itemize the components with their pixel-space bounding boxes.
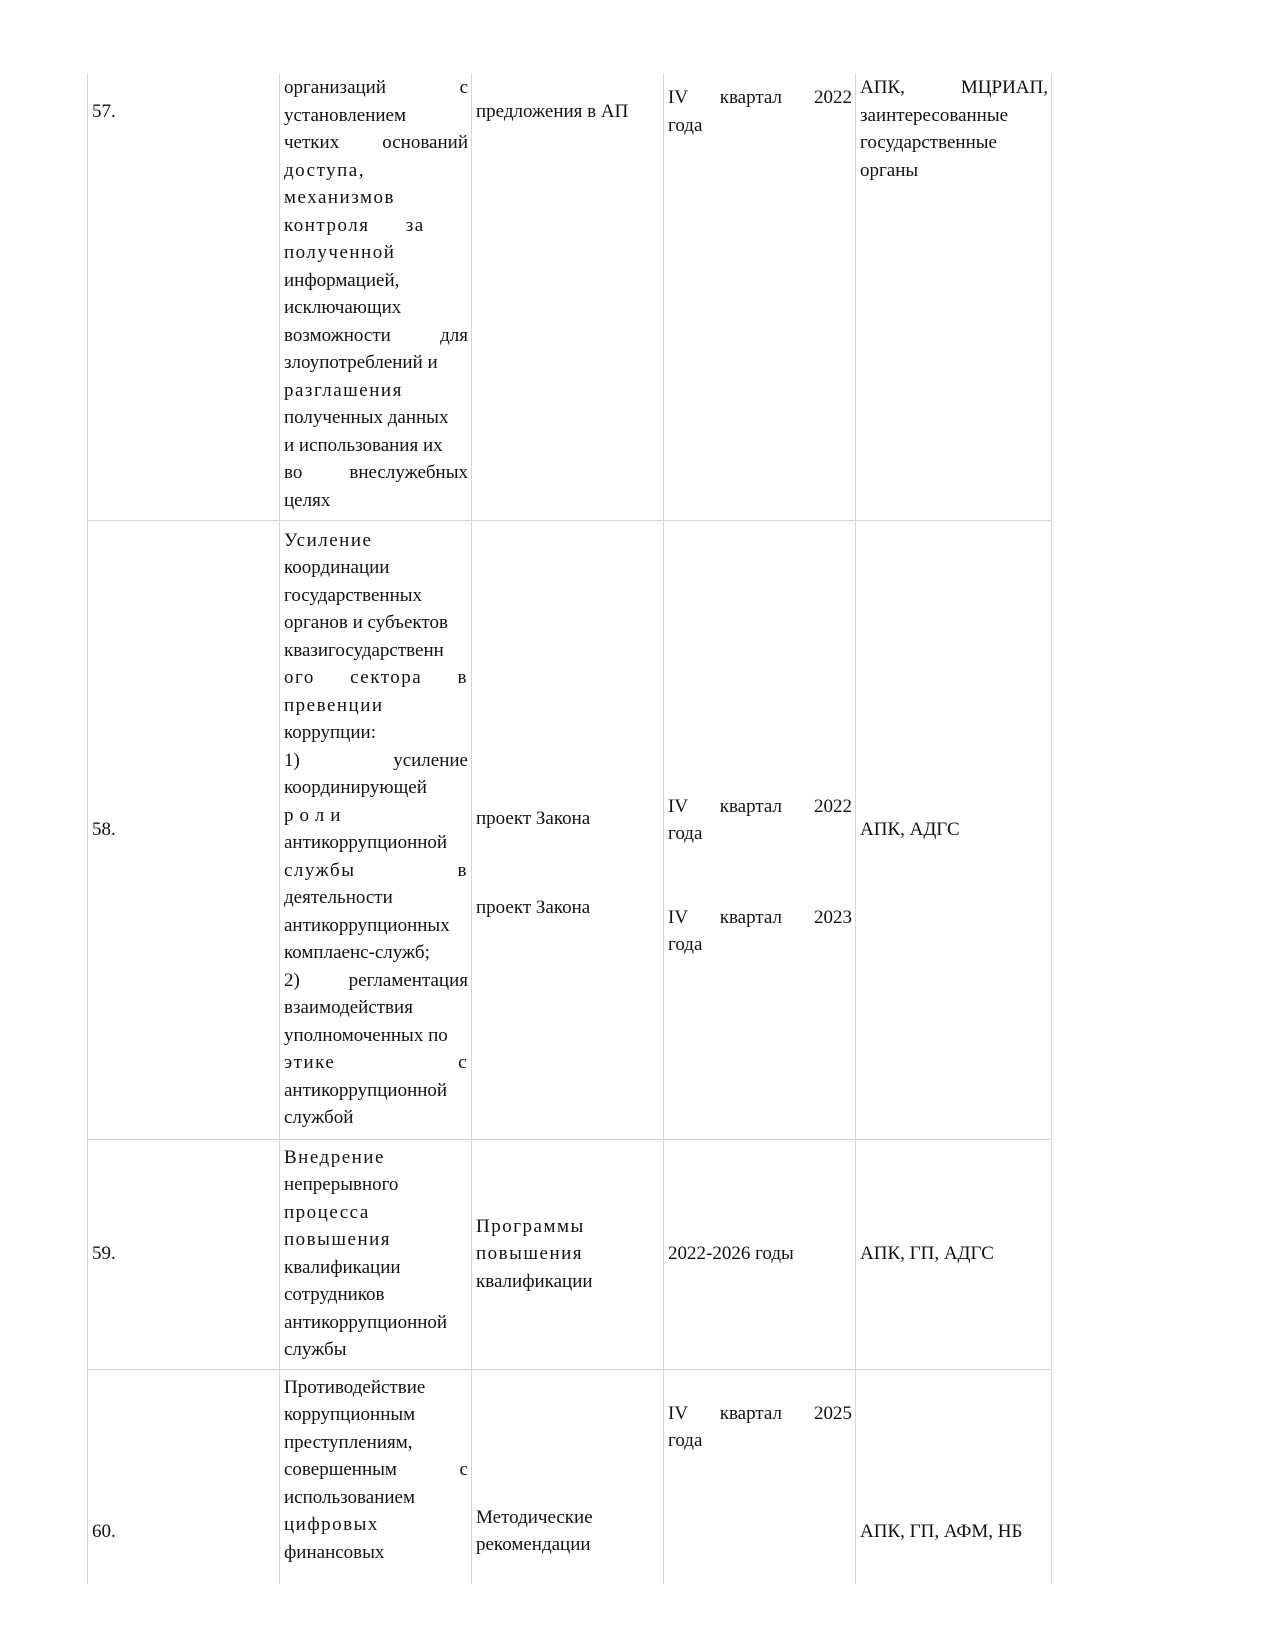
- measure-line: организаций с: [284, 77, 468, 98]
- deadline-line: IV квартал 2023: [668, 906, 852, 928]
- deadline-cell: [664, 1369, 856, 1584]
- measure-cell: [280, 74, 472, 520]
- row-number: 58.: [92, 818, 116, 840]
- measure-line: службой: [284, 1107, 354, 1128]
- measure-line: государственных: [284, 584, 423, 606]
- deadline-line: года: [668, 934, 703, 955]
- measure-line: доступа,: [284, 159, 365, 181]
- form-cell: [472, 1139, 664, 1369]
- executors-line: АПК, МЦРИАП,: [860, 77, 1048, 98]
- measure-line: антикоррупционных: [284, 914, 450, 936]
- action-plan-table: [87, 74, 1052, 1584]
- measure-line: Усиление: [284, 529, 373, 551]
- measure-line: превенции: [284, 694, 384, 716]
- spacer: [476, 832, 660, 894]
- measure-line: цифровых: [284, 1514, 379, 1535]
- completion-form-line: квалификации: [476, 1270, 593, 1292]
- spacer: [668, 848, 852, 904]
- measure-line: Противодействие: [284, 1376, 426, 1398]
- executors-cell: [856, 1369, 1052, 1584]
- completion-form: проект Закона: [476, 807, 591, 829]
- deadline-cell: [664, 1139, 856, 1369]
- measure-line: использованием: [284, 1486, 416, 1508]
- completion-form-line: Программы: [476, 1215, 585, 1237]
- measure-line: антикоррупционной: [284, 832, 448, 853]
- deadline-line: IV квартал 2022: [668, 87, 852, 108]
- deadline-line: IV квартал 2025: [668, 1402, 852, 1424]
- table-row: [88, 74, 1052, 520]
- measure-line: коррупционным: [284, 1404, 416, 1425]
- measure-line: целях: [284, 489, 331, 511]
- measure-line: взаимодействия: [284, 997, 413, 1018]
- executors: АПК, ГП, АФМ, НБ: [860, 1520, 1023, 1542]
- executors-line: государственные: [860, 132, 997, 153]
- deadline-line: года: [668, 823, 703, 844]
- deadline-line: года: [668, 1430, 703, 1451]
- completion-form-line: повышения: [476, 1243, 584, 1265]
- executors-line: органы: [860, 159, 919, 181]
- deadline-line: года: [668, 114, 703, 136]
- measure-line: деятельности: [284, 887, 393, 908]
- measure-line: механизмов: [284, 187, 395, 208]
- completion-form-line: рекомендации: [476, 1534, 591, 1555]
- measure-line: во внеслужебных: [284, 462, 468, 483]
- row-number: 57.: [92, 101, 116, 122]
- executors: АПК, АДГС: [860, 818, 960, 840]
- table-row: [88, 1369, 1052, 1584]
- table-row: [88, 1139, 1052, 1369]
- measure-line: антикоррупционной: [284, 1079, 448, 1101]
- measure-line: комплаенс-служб;: [284, 942, 430, 963]
- measure-cell: [280, 520, 472, 1139]
- row-number-cell: [88, 1369, 280, 1584]
- row-number: 60.: [92, 1520, 116, 1542]
- deadline-line: IV квартал 2022: [668, 795, 852, 817]
- executors-cell: [856, 520, 1052, 1139]
- completion-form: предложения в АП: [476, 101, 629, 122]
- measure-line: ого сектора в: [284, 667, 468, 688]
- measure-line: службы в: [284, 859, 468, 881]
- measure-line: полученных данных: [284, 407, 449, 428]
- deadline-cell: [664, 520, 856, 1139]
- measure-line: службы: [284, 1339, 347, 1360]
- measure-line: полученной: [284, 242, 396, 263]
- measure-line: роли: [284, 804, 347, 826]
- measure-line: процесса: [284, 1201, 370, 1223]
- measure-line: разглашения: [284, 379, 403, 401]
- measure-line: сотрудников: [284, 1284, 385, 1305]
- form-cell: [472, 74, 664, 520]
- measure-line: четких оснований: [284, 132, 468, 153]
- row-number: 59.: [92, 1243, 116, 1265]
- executors-cell: [856, 1139, 1052, 1369]
- measure-cell: [280, 1139, 472, 1369]
- deadline-cell: [664, 74, 856, 520]
- measure-line: злоупотреблений и: [284, 352, 438, 373]
- measure-line: и использования их: [284, 434, 443, 456]
- row-number-cell: [88, 74, 280, 520]
- form-cell: [472, 1369, 664, 1584]
- measure-line: совершенным с: [284, 1459, 468, 1480]
- row-number-cell: [88, 520, 280, 1139]
- executors-line: заинтересованные: [860, 104, 1009, 126]
- measure-line: повышения: [284, 1229, 392, 1250]
- executors-cell: [856, 74, 1052, 520]
- measure-line: уполномоченных по: [284, 1024, 448, 1046]
- row-number-cell: [88, 1139, 280, 1369]
- measure-line: коррупции:: [284, 722, 376, 743]
- measure-line: установлением: [284, 104, 406, 126]
- measure-line: возможности для: [284, 324, 468, 346]
- measure-line: квазигосударственн: [284, 639, 444, 661]
- measure-line: 2) регламентация: [284, 969, 468, 991]
- measure-line: информацией,: [284, 269, 400, 291]
- completion-form-line: Методические: [476, 1506, 593, 1528]
- measure-line: 1) усиление: [284, 749, 468, 771]
- deadline: 2022-2026 годы: [668, 1243, 794, 1265]
- measure-line: финансовых: [284, 1541, 385, 1563]
- table-row: [88, 520, 1052, 1139]
- form-cell: [472, 520, 664, 1139]
- measure-line: Внедрение: [284, 1146, 385, 1168]
- measure-line: координации: [284, 557, 390, 578]
- measure-line: непрерывного: [284, 1174, 399, 1195]
- measure-line: антикоррупционной: [284, 1311, 448, 1333]
- measure-line: этике с: [284, 1052, 468, 1073]
- measure-line: преступлениям,: [284, 1431, 413, 1453]
- measure-line: контроля за: [284, 214, 425, 236]
- measure-cell: [280, 1369, 472, 1584]
- measure-line: органов и субъектов: [284, 612, 448, 633]
- measure-line: квалификации: [284, 1256, 401, 1278]
- executors: АПК, ГП, АДГС: [860, 1243, 994, 1265]
- measure-line: исключающих: [284, 297, 402, 318]
- measure-line: координирующей: [284, 777, 427, 798]
- completion-form: проект Закона: [476, 897, 591, 918]
